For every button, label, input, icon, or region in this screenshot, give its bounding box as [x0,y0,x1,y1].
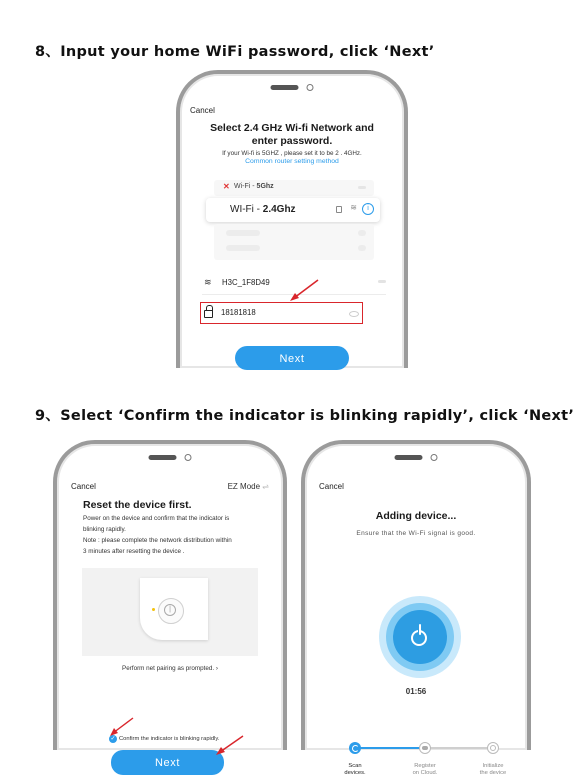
pairing-prompt-link[interactable] [67,665,273,672]
cancel-button[interactable]: Cancel [319,482,344,491]
password-field[interactable] [200,302,363,324]
red-arrow-next [213,734,247,758]
switch-network-icon[interactable] [378,280,386,283]
info-icon[interactable]: i [362,203,374,215]
step-scan-icon [349,742,361,754]
step-cloud-label-1: Register [414,763,436,769]
network-name: H3C_1F8D49 [222,278,270,287]
switch-icon: ⇌ [260,482,269,491]
stepper-line-pending [425,747,491,749]
ez-mode-switch[interactable] [228,482,269,491]
next-button[interactable]: Next [235,346,349,370]
step-cloud-label-2: on Cloud. [412,770,438,776]
page-title: Adding device... [375,510,457,522]
password-value: 18181818 [221,308,256,317]
chevron-right-icon: › [214,665,218,672]
step-cloud-icon [419,742,431,754]
instruction-line4: 3 minutes after resetting the device . [83,548,185,555]
indicator-light [152,608,155,611]
wifi-5ghz-label: Wi-Fi - [234,183,257,190]
camera [307,84,314,91]
lock-small-icon [336,206,342,213]
screen [315,472,517,776]
eye-icon[interactable] [349,311,359,317]
ez-mode-label: EZ Mode [227,482,261,491]
step-init-label-1: Initialize [482,763,504,769]
device-illustration [82,568,258,656]
wifi-signal-icon: ≋ [350,203,357,212]
screen [190,102,394,368]
screen [67,472,273,769]
phone-notch [271,84,314,91]
pairing-prompt-text: Perform net pairing as prompted. [122,665,215,672]
step-scan-label-1: Scan [348,763,362,769]
wifi-5ghz-row[interactable] [214,180,374,196]
step-init-icon [487,742,499,754]
phone-reset [53,440,287,769]
wifi-placeholder-list [214,224,374,260]
countdown-timer: 01:56 [405,687,427,696]
power-button [158,598,184,624]
step8-heading: 8、Input your home WiFi password, click ‘Next’ [35,44,435,60]
router-setting-link[interactable]: Common router setting method [245,158,339,165]
red-arrow-checkbox [107,716,137,738]
power-indicator [393,610,447,664]
camera [431,454,438,461]
wifi-note: If your Wi-fi is 5GHZ , please set it to be 2 . 4GHz. [222,150,362,157]
phone-adding-device [301,440,531,776]
wifi-24ghz-band: 2.4Ghz [262,204,296,215]
wifi-icon: ≋ [204,277,212,287]
chevron-icon [358,186,366,189]
cancel-button[interactable]: Cancel [71,482,96,491]
step-init-label-2: the device [479,770,507,776]
phone-notch [149,454,192,461]
confirm-checkbox[interactable]: ✓ [110,736,116,742]
wifi-24ghz-card[interactable] [206,198,380,222]
phone-step8 [176,70,408,368]
confirm-label: Confirm the indicator is blinking rapidly. [119,736,220,742]
power-icon: | [164,604,176,616]
page-title-line2: enter password. [251,135,333,147]
instruction-line1: Power on the device and confirm that the indicator is [83,515,230,522]
page-title-line1: Select 2.4 GHz Wi-fi Network and [210,122,374,134]
speaker [271,85,299,90]
instruction-line2: blinking rapidly. [83,526,126,533]
cancel-button[interactable]: Cancel [190,106,215,115]
next-button[interactable]: Next [111,750,224,775]
progress-ring [379,596,461,678]
wifi-24ghz-label: WI-Fi - [230,204,263,215]
step-scan-label-2: devices. [344,770,366,776]
phone-notch [395,454,438,461]
camera [185,454,192,461]
step9-heading: 9、Select ‘Confirm the indicator is blinking rapidly’, click ‘Next’ [35,408,575,424]
lock-shackle [206,305,213,311]
cross-icon: ✕ [223,182,230,191]
signal-hint: Ensure that the Wi-Fi signal is good. [356,530,476,537]
wifi-5ghz-band: 5Ghz [256,183,274,190]
lock-icon [204,310,213,318]
speaker [395,455,423,460]
speaker [149,455,177,460]
page-title: Reset the device first. [83,499,192,511]
red-arrow [286,278,322,304]
instruction-line3: Note : please complete the network distribution within [83,537,232,544]
